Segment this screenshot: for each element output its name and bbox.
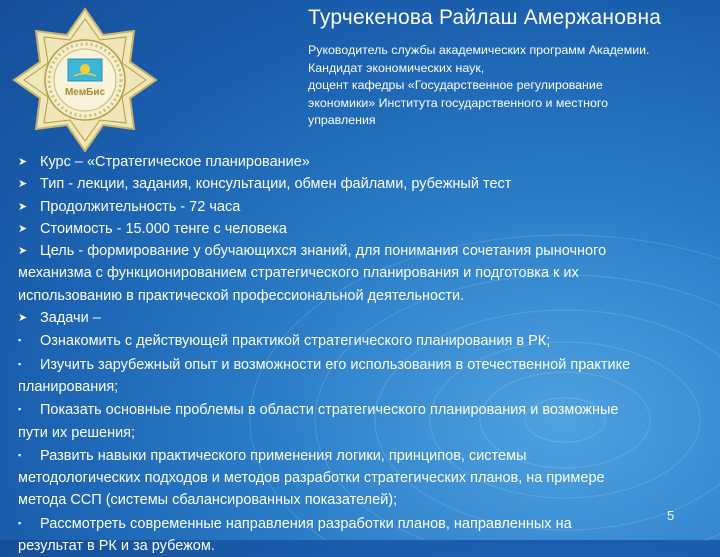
position-line: Руководитель службы академических программ Академии. (308, 43, 650, 57)
dot-bullet-icon: ▪ (18, 404, 22, 415)
task-item: ▪ Развить навыки практического применения логики, принципов, системы методологических подходов и методов разработки стратегических планов, на примере метода ССП (системы сбалансированных показателей); (18, 444, 682, 512)
course-description (18, 151, 682, 557)
academy-seal-icon (10, 5, 160, 155)
list-item: ➤ Тип - лекции, задания, консультации, обмен файлами, рубежный тест (18, 173, 682, 195)
dot-bullet-icon: ▪ (18, 358, 22, 369)
task-item: ▪ Ознакомить с действующей практикой стратегического планирования в РК; (18, 329, 682, 352)
arrow-bullet-icon: ➤ (18, 245, 28, 258)
dot-bullet-icon: ▪ (18, 449, 22, 460)
dot-bullet-icon: ▪ (18, 517, 22, 528)
position-line: управления (308, 113, 376, 127)
list-item: ➤ Стоимость - 15.000 тенге с человека (18, 218, 682, 240)
position-line: доцент кафедры «Государственное регулирование (308, 78, 603, 92)
position-line: Кандидат экономических наук, (308, 60, 485, 75)
page-number: 5 (667, 508, 675, 523)
task-item: ▪ Изучить зарубежный опыт и возможности его использования в отечественной практике планирования; (18, 353, 682, 399)
presenter-position (308, 42, 714, 130)
list-item: ➤ Продолжительность - 72 часа (18, 196, 682, 218)
presenter-name: Турчекенова Райлаш Амержановна (308, 6, 662, 29)
arrow-bullet-icon: ➤ (18, 222, 28, 235)
arrow-bullet-icon: ➤ (18, 312, 28, 325)
arrow-bullet-icon: ➤ (18, 178, 28, 191)
task-item: ▪ Рассмотреть современные направления разработки планов, направленных на результат в РК и за рубежом. (18, 512, 682, 557)
list-item: ➤ Курс – «Стратегическое планирование» (18, 151, 682, 173)
arrow-bullet-icon: ➤ (18, 156, 28, 168)
logo-text: МемБис (64, 87, 106, 98)
list-item: ➤ Цель - формирование у обучающихся знаний, для понимания сочетания рыночного механизма с функционированием стратегического планирования и подготовка к их использованию в практической профессиональной деятельности. (18, 240, 682, 307)
arrow-bullet-icon: ➤ (18, 200, 28, 213)
list-item: ➤ Задачи – (18, 307, 682, 329)
task-item: ▪ Показать основные проблемы в области стратегического планирования и возможные пути их решения; (18, 398, 682, 444)
position-line: экономики» Института государственного и местного (308, 95, 609, 110)
presenter-header (308, 4, 714, 130)
dot-bullet-icon: ▪ (18, 335, 22, 346)
